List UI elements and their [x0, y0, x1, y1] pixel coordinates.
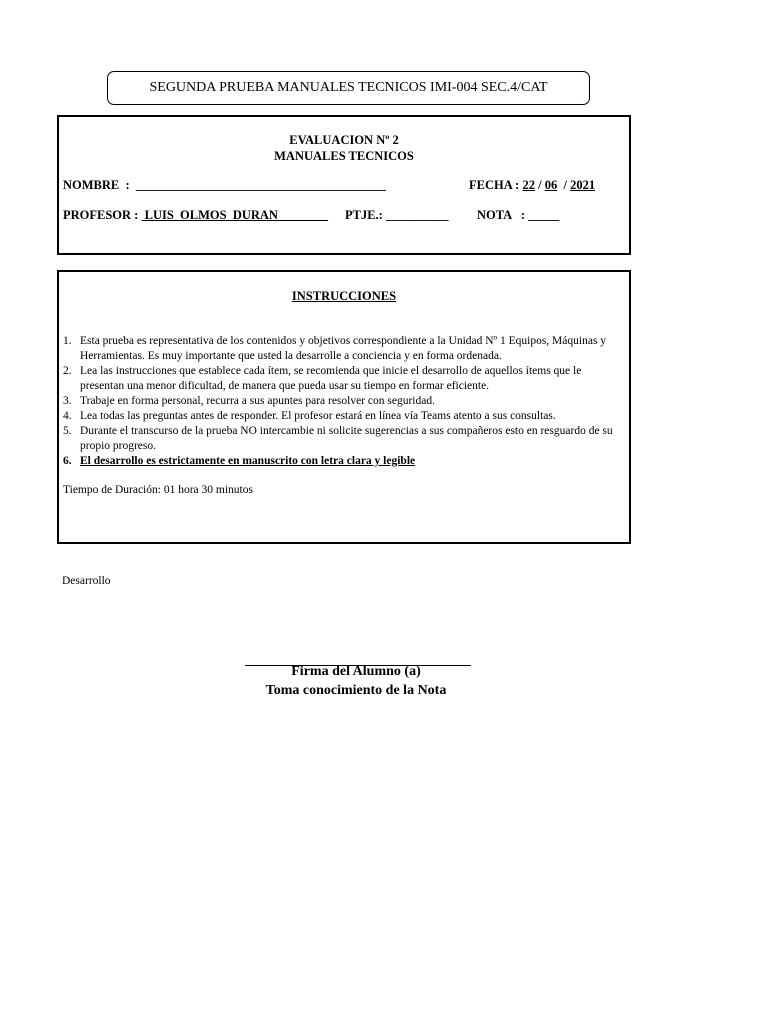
profesor-value: LUIS OLMOS DURAN________: [141, 208, 328, 222]
instruction-text: El desarrollo es estrictamente en manuscrito con letra clara y legible: [80, 455, 416, 467]
signature-caption: Firma del Alumno (a): [291, 664, 421, 679]
nombre-label: NOMBRE :: [63, 178, 130, 192]
instruction-number: 2.: [63, 365, 72, 377]
nota-label: NOTA :: [477, 208, 526, 222]
instructions-list: [63, 334, 619, 469]
instruction-item: [63, 394, 619, 409]
fecha-row: FECHA : 22 / 06 / 2021: [469, 178, 596, 192]
instruction-number: 3.: [63, 395, 72, 407]
ptje-row: [345, 208, 448, 223]
instruction-item: [63, 364, 619, 394]
instruction-item: [63, 409, 619, 424]
evaluation-title: EVALUACION Nº 2: [289, 133, 399, 147]
instruction-number: 5.: [63, 425, 72, 437]
instruction-number: 1.: [63, 335, 72, 347]
evaluation-box: [57, 115, 631, 255]
nota-field[interactable]: _____: [528, 208, 560, 222]
document-header-title: SEGUNDA PRUEBA MANUALES TECNICOS IMI-004 SEC.4/CAT: [149, 80, 548, 95]
instruction-text: Esta prueba es representativa de los contenidos y objetivos correspondiente a la Unidad Nº 1 Equipos, Máquinas y Herramientas. Es muy importante que usted la desarrolle a conciencia y en forma ordenada.: [80, 335, 607, 362]
duration-text: Tiempo de Duración: 01 hora 30 minutos: [63, 484, 253, 496]
instructions-box: [57, 270, 631, 544]
fecha-label: FECHA :: [469, 178, 520, 192]
fecha-day: 22: [522, 178, 535, 192]
profesor-row: [63, 208, 328, 223]
document-header-box: [107, 71, 590, 105]
instruction-item-emphasis: [63, 454, 619, 469]
instruction-text: Durante el transcurso de la prueba NO intercambie ni solicite sugerencias a sus compañeros esto en resguardo de su propio progreso.: [80, 425, 613, 452]
instruction-text: Trabaje en forma personal, recurra a sus apuntes para resolver con seguridad.: [80, 395, 435, 407]
profesor-label: PROFESOR :: [63, 208, 139, 222]
fecha-month: 06: [544, 178, 558, 192]
ptje-label: PTJE.:: [345, 208, 383, 222]
instruction-number: 6.: [63, 455, 72, 467]
signature-subcaption: Toma conocimiento de la Nota: [265, 683, 447, 698]
nombre-field[interactable]: ________________________________________: [135, 178, 386, 192]
ptje-field[interactable]: __________: [385, 208, 449, 222]
nombre-row: [63, 178, 386, 193]
nota-row: [477, 208, 559, 223]
instruction-item: [63, 424, 619, 454]
fecha-year: 2021: [570, 178, 596, 192]
evaluation-subtitle: MANUALES TECNICOS: [274, 149, 414, 163]
instruction-number: 4.: [63, 410, 72, 422]
instruction-text: Lea todas las preguntas antes de responder. El profesor estará en línea vía Teams atento a sus consultas.: [80, 410, 556, 422]
instruction-item: [63, 334, 619, 364]
instruction-text: Lea las instrucciones que establece cada ítem, se recomienda que inicie el desarrollo de aquellos ítems que le presentan una menor dificultad, de manera que pueda usar su tiempo en formar eficiente.: [80, 365, 582, 392]
instructions-heading: INSTRUCCIONES: [291, 289, 397, 303]
desarrollo-label: Desarrollo: [62, 575, 111, 587]
